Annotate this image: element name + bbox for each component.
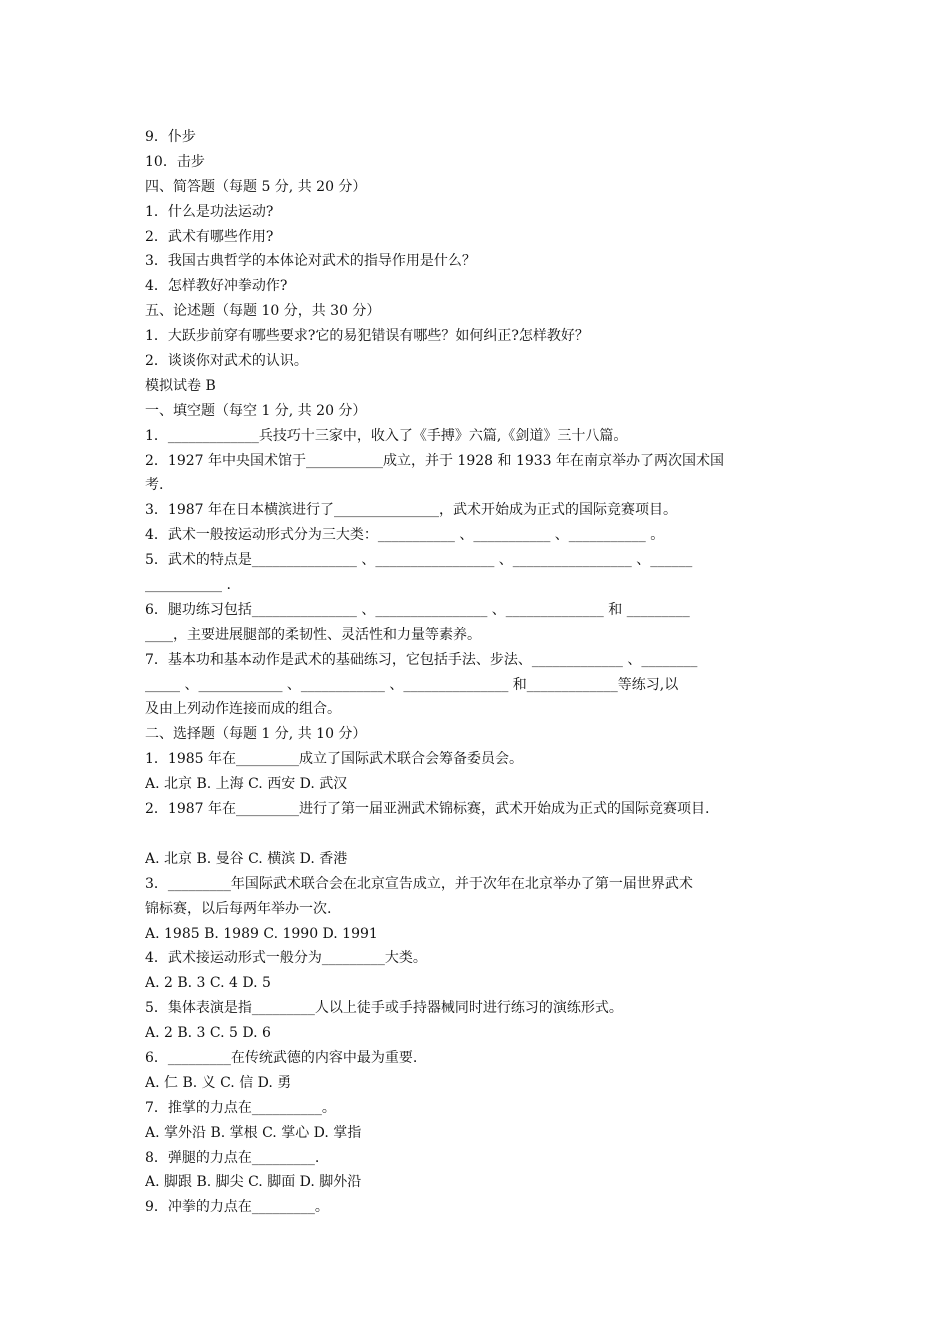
answer-options: A. 北京 B. 曼谷 C. 横滨 D. 香港 [145, 850, 348, 867]
answer-options: A. 北京 B. 上海 C. 西安 D. 武汉 [145, 776, 348, 793]
answer-options: A. 2 B. 3 C. 4 D. 5 [145, 975, 271, 992]
question-line: 2．1927 年中央国术馆于___________成立，并于 1928 和 1933 年在南京举办了两次国术国 [145, 452, 725, 469]
answer-options: A. 仁 B. 义 C. 信 D. 勇 [145, 1074, 292, 1091]
question-line: 5．集体表演是指_________人以上徒手或手持器械同时进行练习的演练形式。 [145, 1000, 623, 1017]
answer-options: A. 掌外沿 B. 掌根 C. 掌心 D. 掌指 [145, 1124, 362, 1141]
section-heading: 一、填空题（每空 1 分, 共 20 分） [145, 402, 367, 419]
question-line: 9．冲拳的力点在_________。 [145, 1199, 329, 1216]
question-line: 4．武术一般按运动形式分为三大类：___________ 、___________ 、___________ 。 [145, 527, 665, 544]
question-line: 7．推掌的力点在__________。 [145, 1099, 336, 1116]
answer-options: A. 脚跟 B. 脚尖 C. 脚面 D. 脚外沿 [145, 1174, 362, 1191]
question-line: 1．什么是功法运动? [145, 203, 274, 220]
section-heading: 二、选择题（每题 1 分, 共 10 分） [145, 726, 367, 743]
exam-title: 模拟试卷 B [145, 377, 216, 394]
question-line: 3．1987 年在日本横滨进行了_______________，武术开始成为正式的国际竞赛项目。 [145, 502, 677, 519]
answer-options: A. 1985 B. 1989 C. 1990 D. 1991 [145, 925, 378, 942]
question-line: ____，主要进展腿部的柔韧性、灵活性和力量等素养。 [145, 626, 481, 643]
question-line: 4．怎样教好冲拳动作? [145, 278, 288, 295]
question-line: 2．谈谈你对武术的认识。 [145, 353, 308, 370]
question-line: 3．我国古典哲学的本体论对武术的指导作用是什么？ [145, 253, 476, 270]
section-heading: 四、简答题（每题 5 分, 共 20 分） [145, 178, 367, 195]
question-line: 5．武术的特点是_______________ 、_________________ 、_________________ 、______ [145, 552, 693, 569]
question-line: 8．弹腿的力点在_________. [145, 1149, 320, 1166]
question-line: 4．武术接运动形式一般分为_________大类。 [145, 950, 427, 967]
question-line: 7．基本功和基本动作是武术的基础练习，它包括手法、步法、_____________ 、________ [145, 651, 698, 668]
document-page [145, 125, 815, 1220]
answer-options: A. 2 B. 3 C. 5 D. 6 [145, 1025, 271, 1042]
question-line: 考. [145, 477, 164, 494]
question-line: 锦标赛，以后每两年举办一次. [145, 900, 332, 917]
question-line: 6．_________在传统武德的内容中最为重要. [145, 1049, 418, 1066]
question-line: 及由上列动作连接而成的组合。 [145, 701, 341, 718]
question-line: ___________ . [145, 577, 231, 594]
question-line: _____ 、____________ 、____________ 、_______________ 和_____________等练习,以 [145, 676, 679, 693]
blank-line [145, 822, 815, 847]
question-line: 1．_____________兵技巧十三家中，收入了《手搏》六篇,《剑道》三十八篇。 [145, 427, 628, 444]
question-line: 1．1985 年在_________成立了国际武术联合会筹备委员会。 [145, 751, 523, 768]
question-line: 2．1987 年在_________进行了第一届亚洲武术锦标赛，武术开始成为正式的国际竞赛项目. [145, 801, 710, 818]
text-line: 9．仆步 [145, 129, 196, 145]
section-heading: 五、论述题（每题 10 分，共 30 分） [145, 303, 381, 320]
question-line: 3．_________年国际武术联合会在北京宣告成立，并于次年在北京举办了第一届世界武术 [145, 875, 693, 892]
question-line: 6．腿功练习包括_______________ 、________________ 、______________ 和 _________ [145, 601, 690, 618]
question-line: 1．大跃步前穿有哪些要求?它的易犯错误有哪些？如何纠正?怎样教好？ [145, 328, 589, 345]
text-line: 10．击步 [145, 153, 205, 170]
question-line: 2．武术有哪些作用? [145, 228, 274, 245]
